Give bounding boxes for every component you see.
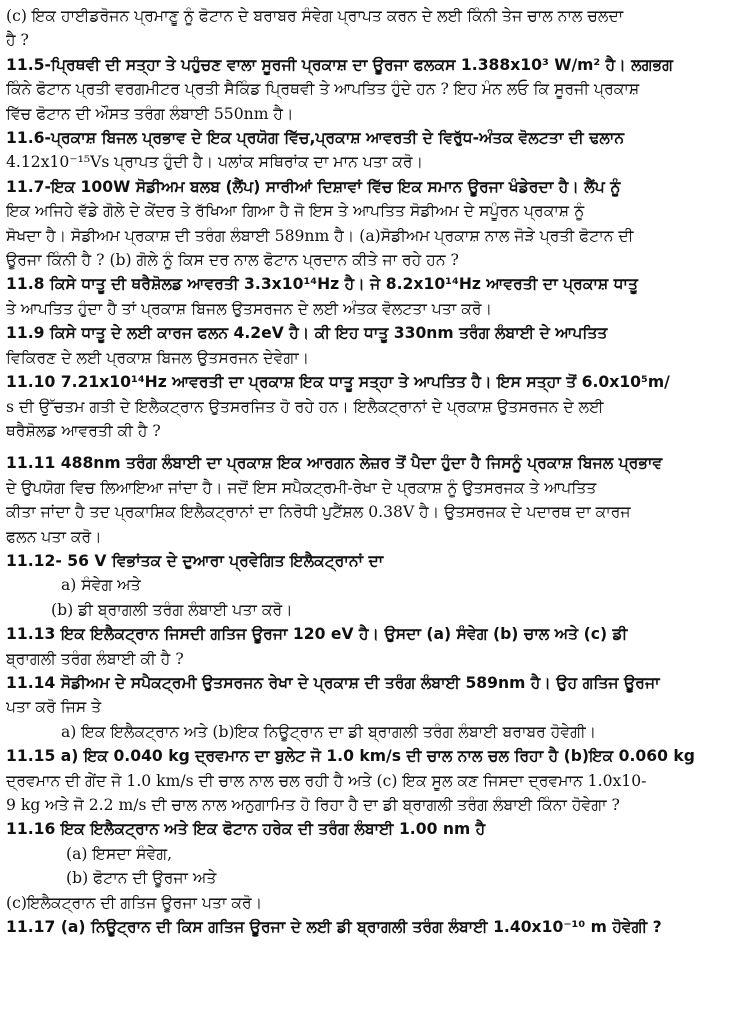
question-11-6: 11.6-ਪ੍ਰਕਾਸ਼ ਬਿਜਲ ਪ੍ਰਭਾਵ ਦੇ ਇਕ ਪ੍ਰਯੋਗ ਵਿੱਚ,ਪ੍ਰਕਾਸ਼ ਆਵਰਤੀ ਦੇ ਵਿਰੁੱਧ-ਅੰਤਕ ਵੋਲਟਤਾ ਦੀ ਢਲਾਨ: [6, 129, 625, 148]
question-11-12: 11.12- 56 V ਵਿਭਾਂਤਕ ਦੇ ਦੁਆਰਾ ਪ੍ਰਵੇਗਿਤ ਇਲੈਕਟ੍ਰਾਨਾਂ ਦਾ: [6, 551, 384, 570]
sub-item: (b) ਡੀ ਬ੍ਰਾਗਲੀ ਤਰੰਗ ਲੰਬਾਈ ਪਤਾ ਕਰੋ।: [51, 600, 293, 619]
text-line: ਫਲਨ ਪਤਾ ਕਰੋ।: [6, 527, 102, 546]
text-line: ਵਿੱਚ ਫੋਟਾਨ ਦੀ ਔਸਤ ਤਰੰਗ ਲੰਬਾਈ 550nm ਹੈ।: [6, 104, 294, 123]
question-11-13: 11.13 ਇਕ ਇਲੈਕਟ੍ਰਾਨ ਜਿਸਦੀ ਗਤਿਜ ਊਰਜਾ 120 eV ਹੈ। ਉਸਦਾ (a) ਸੰਵੇਗ (b) ਚਾਲ ਅਤੇ (c) ਡੀ: [6, 625, 628, 644]
question-11-16: 11.16 ਇਕ ਇਲੈਕਟ੍ਰਾਨ ਅਤੇ ਇਕ ਫੋਟਾਨ ਹਰੇਕ ਦੀ ਤਰੰਗ ਲੰਬਾਈ 1.00 nm ਹੈ: [6, 820, 486, 839]
text-line: ਇਕ ਅਜਿਹੇ ਵੱਡੇ ਗੋਲੇ ਦੇ ਕੇਂਦਰ ਤੇ ਰੱਖਿਆ ਗਿਆ ਹੈ ਜੋ ਇਸ ਤੇ ਆਪਤਿਤ ਸੋਡੀਅਮ ਦੇ ਸਪੂੰਰਨ ਪ੍ਰਕਾਸ਼ ਨੂੰ: [6, 202, 585, 221]
text-line: (c) ਇਕ ਹਾਈਡਰੋਜਨ ਪ੍ਰਮਾਣੂ ਨੂੰ ਫੋਟਾਨ ਦੇ ਬਰਾਬਰ ਸੰਵੇਗ ਪ੍ਰਾਪਤ ਕਰਨ ਦੇ ਲਈ ਕਿੰਨੀ ਤੇਜ ਚਾਲ ਨਾਲ ਚਲਦਾ: [6, 7, 624, 25]
text-line: ਦ੍ਰਵਮਾਨ ਦੀ ਗੇਂਦ ਜੋ 1.0 km/s ਦੀ ਚਾਲ ਨਾਲ ਚਲ ਰਹੀ ਹੈ ਅਤੇ (c) ਇਕ ਸੂਲ ਕਣ ਜਿਸਦਾ ਦ੍ਰਵਮਾਨ 1.0x10-: [6, 771, 647, 790]
text-line: s ਦੀ ਉੱਚਤਮ ਗਤੀ ਦੇ ਇਲੈਕਟ੍ਰਾਨ ਉਤਸਰਜਿਤ ਹੋ ਰਹੇ ਹਨ। ਇਲੈਕਟ੍ਰਾਨਾਂ ਦੇ ਪ੍ਰਕਾਸ਼ ਉਤਸਰਜਨ ਦੇ ਲਈ: [6, 397, 604, 416]
question-11-17: 11.17 (a) ਨਿਊਟ੍ਰਾਨ ਦੀ ਕਿਸ ਗਤਿਜ ਊਰਜਾ ਦੇ ਲਈ ਡੀ ਬ੍ਰਾਗਲੀ ਤਰੰਗ ਲੰਬਾਈ 1.40x10⁻¹⁰ m ਹੋਵੇਗੀ ?: [6, 918, 662, 937]
text-line: ਬ੍ਰਾਗਲੀ ਤਰੰਗ ਲੰਬਾਈ ਕੀ ਹੈ ?: [6, 649, 184, 668]
question-11-5: 11.5-ਪ੍ਰਿਥਵੀ ਦੀ ਸਤ੍ਹਾ ਤੇ ਪਹੁੰਚਣ ਵਾਲਾ ਸੂਰਜੀ ਪ੍ਰਕਾਸ਼ ਦਾ ਊਰਜਾ ਫਲਕਸ 1.388x10³ W/m² ਹੈ। ਲਗਭਗ: [6, 55, 673, 74]
question-11-8: 11.8 ਕਿਸੇ ਧਾਤੂ ਦੀ ਥਰੈਸ਼ੋਲਡ ਆਵਰਤੀ 3.3x10¹⁴Hz ਹੈ। ਜੇ 8.2x10¹⁴Hz ਆਵਰਤੀ ਦਾ ਪ੍ਰਕਾਸ਼ ਧਾਤੂ: [6, 275, 638, 294]
text-line: 9 kg ਅਤੇ ਜੋ 2.2 m/s ਦੀ ਚਾਲ ਨਾਲ ਅਨੁਗਾਮਿਤ ਹੋ ਰਿਹਾ ਹੈ ਦਾ ਡੀ ਬ੍ਰਾਗਲੀ ਤਰੰਗ ਲੰਬਾਈ ਕਿੰਨਾ ਹੋਵੇਗਾ ?: [6, 796, 620, 814]
text-line: ਹੈ ?: [6, 31, 29, 50]
text-line: ਤੇ ਆਪਤਿਤ ਹੁੰਦਾ ਹੈ ਤਾਂ ਪ੍ਰਕਾਸ਼ ਬਿਜਲ ਉਤਸਰਜਨ ਦੇ ਲਈ ਅੰਤਕ ਵੋਲਟਤਾ ਪਤਾ ਕਰੋ।: [6, 299, 493, 318]
text-line: ਊਰਜਾ ਕਿੰਨੀ ਹੈ ? (b) ਗੋਲੇ ਨੂੰ ਕਿਸ ਦਰ ਨਾਲ ਫੋਟਾਨ ਪ੍ਰਦਾਨ ਕੀਤੇ ਜਾ ਰਹੇ ਹਨ ?: [6, 251, 459, 270]
question-11-15: 11.15 a) ਇਕ 0.040 kg ਦ੍ਰਵਮਾਨ ਦਾ ਬੁਲੇਟ ਜੋ 1.0 km/s ਦੀ ਚਾਲ ਨਾਲ ਚਲ ਰਿਹਾ ਹੈ (b)ਇਕ 0.060 kg: [6, 747, 695, 766]
question-11-10: 11.10 7.21x10¹⁴Hz ਆਵਰਤੀ ਦਾ ਪ੍ਰਕਾਸ਼ ਇਕ ਧਾਤੂ ਸਤ੍ਹਾ ਤੇ ਆਪਤਿਤ ਹੈ। ਇਸ ਸਤ੍ਹਾ ਤੋਂ 6.0x10⁵m/: [6, 373, 670, 392]
text-line: ਥਰੈਸ਼ੋਲਡ ਆਵਰਤੀ ਕੀ ਹੈ ?: [6, 421, 161, 440]
sub-item: a) ਇਕ ਇਲੈਕਟ੍ਰਾਨ ਅਤੇ (b)ਇਕ ਨਿਊਟ੍ਰਾਨ ਦਾ ਡੀ ਬ੍ਰਾਗਲੀ ਤਰੰਗ ਲੰਬਾਈ ਬਰਾਬਰ ਹੋਵੇਗੀ।: [61, 722, 597, 741]
sub-item: (b) ਫੋਟਾਨ ਦੀ ਊਰਜਾ ਅਤੇ: [66, 869, 217, 888]
text-line: (c)ਇਲੈਕਟ੍ਰਾਨ ਦੀ ਗਤਿਜ ਊਰਜਾ ਪਤਾ ਕਰੋ।: [6, 893, 263, 912]
sub-item: a) ਸੰਵੇਗ ਅਤੇ: [61, 576, 141, 595]
text-line: ਵਿਕਿਰਣ ਦੇ ਲਈ ਪ੍ਰਕਾਸ਼ ਬਿਜਲ ਉਤਸਰਜਨ ਦੇਵੇਗਾ।: [6, 348, 310, 367]
question-11-14: 11.14 ਸੋਡੀਅਮ ਦੇ ਸਪੈਕਟ੍ਰਮੀ ਉਤਸਰਜਨ ਰੇਖਾ ਦੇ ਪ੍ਰਕਾਸ਼ ਦੀ ਤਰੰਗ ਲੰਬਾਈ 589nm ਹੈ। ਉਹ ਗਤਿਜ ਊਰਜਾ: [6, 673, 660, 692]
text-line: ਕਿੰਨੇ ਫੋਟਾਨ ਪ੍ਰਤੀ ਵਰਗਮੀਟਰ ਪ੍ਰਤੀ ਸੈਕਿੰਡ ਪ੍ਰਿਥਵੀ ਤੇ ਆਪਤਿਤ ਹੁੰਦੇ ਹਨ ? ਇਹ ਮੰਨ ਲਓ ਕਿ ਸੂਰਜੀ ਪ੍ਰਕਾਸ਼: [6, 80, 640, 99]
question-11-9: 11.9 ਕਿਸੇ ਧਾਤੂ ਦੇ ਲਈ ਕਾਰਜ ਫਲਨ 4.2eV ਹੈ। ਕੀ ਇਹ ਧਾਤੂ 330nm ਤਰੰਗ ਲੰਬਾਈ ਦੇ ਆਪਤਿਤ: [6, 324, 608, 343]
text-line: ਕੀਤਾ ਜਾਂਦਾ ਹੈ ਤਦ ਪ੍ਰਕਾਸ਼ਿਕ ਇਲੈਕਟ੍ਰਾਨਾਂ ਦਾ ਨਿਰੋਧੀ ਪੁਟੈਂਸ਼ਲ 0.38V ਹੈ। ਉਤਸਰਜਕ ਦੇ ਪਦਾਰਥ ਦਾ ਕਾਰਜ: [6, 503, 631, 522]
text-line: 4.12x10⁻¹⁵Vs ਪ੍ਰਾਪਤ ਹੁੰਦੀ ਹੈ। ਪਲਾਂਕ ਸਥਿਰਾਂਕ ਦਾ ਮਾਨ ਪਤਾ ਕਰੋ।: [6, 153, 424, 172]
question-11-7: 11.7-ਇਕ 100W ਸੋਡੀਅਮ ਬਲਬ (ਲੈਂਪ) ਸਾਰੀਆਂ ਦਿਸ਼ਾਵਾਂ ਵਿੱਚ ਇਕ ਸਮਾਨ ਊਰਜਾ ਖੰਡੇਰਦਾ ਹੈ। ਲੈਂਪ ਨੂੰ: [6, 177, 621, 196]
text-line: ਦੇ ਉਪਯੋਗ ਵਿਚ ਲਿਆਇਆ ਜਾਂਦਾ ਹੈ। ਜਦੋਂ ਇਸ ਸਪੈਕਟ੍ਰਮੀ-ਰੇਖਾ ਦੇ ਪ੍ਰਕਾਸ਼ ਨੂੰ ਉਤਸਰਜਕ ਤੇ ਆਪਤਿਤ: [6, 478, 597, 497]
sub-item: (a) ਇਸਦਾ ਸੰਵੇਗ,: [66, 844, 173, 863]
question-11-11: 11.11 488nm ਤਰੰਗ ਲੰਬਾਈ ਦਾ ਪ੍ਰਕਾਸ਼ ਇਕ ਆਰਗਨ ਲੇਜ਼ਰ ਤੋਂ ਪੈਦਾ ਹੁੰਦਾ ਹੈ ਜਿਸਨੂੰ ਪ੍ਰਕਾਸ਼ ਬਿਜਲ ਪ੍ਰਭਾਵ: [6, 454, 663, 473]
text-line: ਪਤਾ ਕਰੋ ਜਿਸ ਤੇ: [6, 698, 102, 717]
text-line: ਸੋਖਦਾ ਹੈ। ਸੋਡੀਅਮ ਪ੍ਰਕਾਸ਼ ਦੀ ਤਰੰਗ ਲੰਬਾਈ 589nm ਹੈ। (a)ਸੋਡੀਅਮ ਪ੍ਰਕਾਸ਼ ਨਾਲ ਜੋੜੇ ਪ੍ਰਤੀ ਫੋਟਾਨ ਦੀ: [6, 226, 634, 245]
